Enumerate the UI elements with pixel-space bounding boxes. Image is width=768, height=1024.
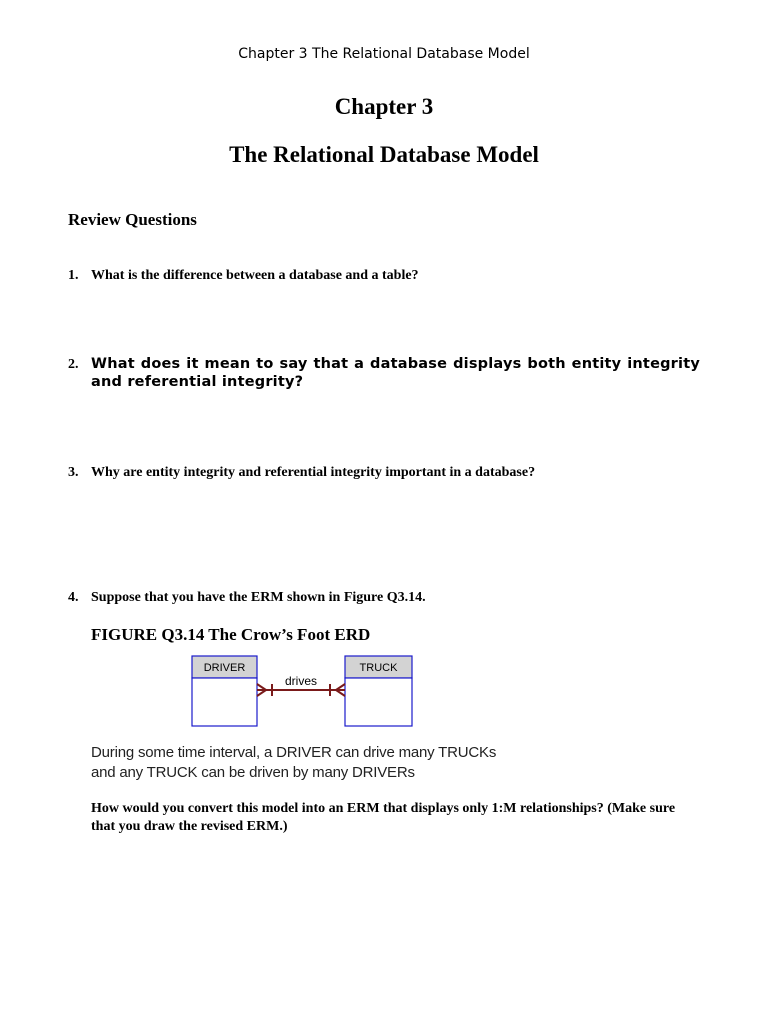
crows-foot-erd-diagram — [190, 654, 420, 730]
section-heading: Review Questions — [68, 210, 197, 229]
figure-caption-line-1: During some time interval, a DRIVER can drive many TRUCKs — [91, 744, 497, 761]
question-2 — [68, 355, 700, 391]
question-number: 4. — [68, 590, 79, 605]
question-3 — [68, 464, 700, 482]
question-1 — [68, 267, 700, 285]
follow-up-question: How would you convert this model into an ERM that displays only 1:M relationships? (Make sure that you draw the revised ERM.) — [91, 801, 676, 834]
figure-title: FIGURE Q3.14 The Crow’s Foot ERD — [91, 625, 371, 644]
question-number: 1. — [68, 268, 79, 283]
entity-truck — [345, 656, 412, 726]
question-text: What does it mean to say that a database displays both entity integrity and referential integrity? — [91, 356, 700, 390]
question-text: Why are entity integrity and referential integrity important in a database? — [91, 465, 536, 480]
entity-driver-label: DRIVER — [203, 662, 246, 674]
chapter-title: The Relational Database Model — [229, 142, 539, 167]
relationship-label: drives — [284, 674, 318, 688]
question-text: What is the difference between a database and a table? — [91, 268, 419, 283]
running-header: Chapter 3 The Relational Database Model — [238, 46, 530, 62]
question-text: Suppose that you have the ERM shown in Figure Q3.14. — [91, 590, 426, 605]
question-4 — [68, 589, 700, 607]
figure-caption-line-2: and any TRUCK can be driven by many DRIVERs — [91, 764, 415, 781]
entity-driver — [192, 656, 257, 726]
question-number: 2. — [68, 357, 79, 372]
question-number: 3. — [68, 465, 79, 480]
entity-truck-label: TRUCK — [359, 662, 398, 674]
chapter-number: Chapter 3 — [334, 94, 434, 119]
